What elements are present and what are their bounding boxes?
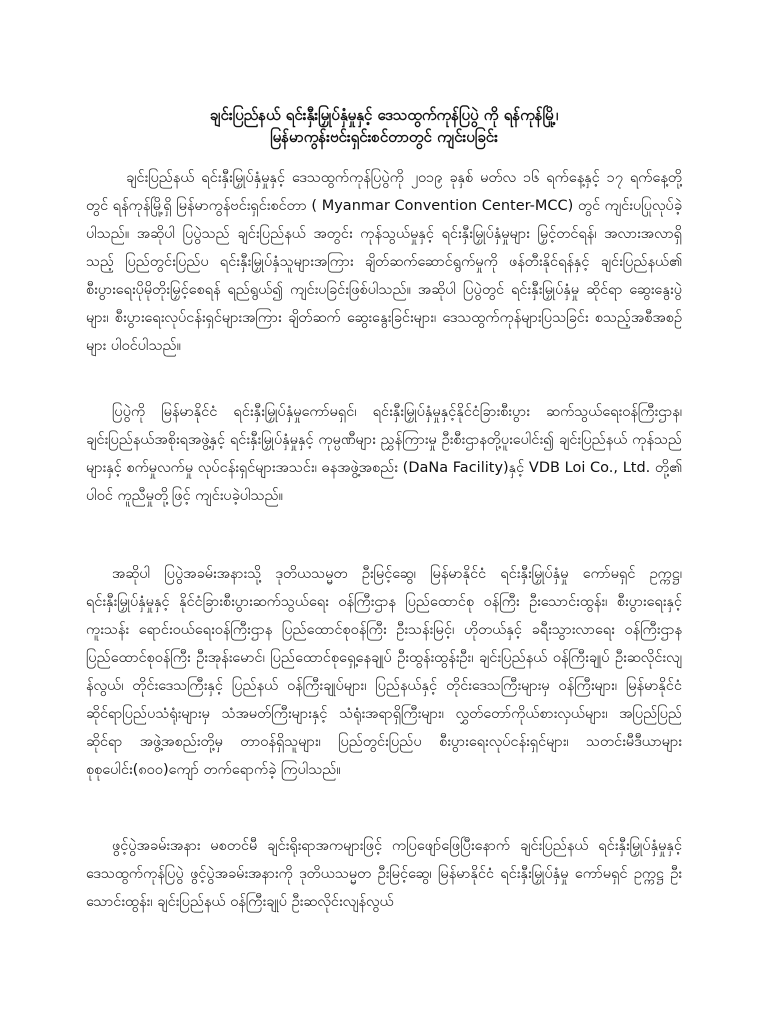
paragraph-2: ပြပွဲကို မြန်မာနိုင်ငံ ရင်းနှီးမြှုပ်နှံမှုကော်မရှင်၊ ရင်းနှီးမြှုပ်နှံမှုနှင့်နိုင်ငံခြားစီးပွား ဆက်သွယ်ရေးဝန်ကြီးဌာန၊ ချင်းပြည်နယ်အစိုးရအဖွဲ့နှင့် ရင်းနှီးမြှုပ်နှံမှုနှင့် ကုမ္ပဏီများ ညွှန်ကြားမှု ဦးစီးဌာနတို့ပူးပေါင်း၍ ချင်းပြည်နယ် ကုန်သည်များနှင့် စက်မှုလက်မှု လုပ်ငန်းရှင်များအသင်း၊ ဓနအဖွဲ့အစည်း (DaNa Facility)နှင့် VDB Loi Co., Ltd. တို့၏ ပါဝင် ကူညီမှုတို့ဖြင့် ကျင်းပခဲ့ပါသည်။ [86, 404, 682, 504]
paragraph-1: ချင်းပြည်နယ် ရင်းနှီးမြှုပ်နှံမှုနှင့် ဒေသထွက်ကုန်ပြပွဲကို ၂၀၁၉ ခုနှစ် မတ်လ ၁၆ ရက်နေ့နှင့် ၁၇ ရက်နေ့တို့တွင် ရန်ကုန်မြို့ရှိ မြန်မာကွန်ဗင်းရှင်းစင်တာ ( Myanmar Convention Center-MCC) တွင် ကျင်းပပြုလုပ်ခဲ့ပါသည်။ အဆိုပါ ပြပွဲသည် ချင်းပြည်နယ် အတွင်း ကုန်သွယ်မှုနှင့် ရင်းနှီးမြှုပ်နှံမှုများ မြှင့်တင်ရန်၊ အလားအလာရှိသည့် ပြည်တွင်းပြည်ပ ရင်းနှီးမြှုပ်နှံသူများအကြား ချိတ်ဆက်ဆောင်ရွက်မှုကို ဖန်တီးနိုင်ရန်နှင့် ချင်းပြည်နယ်၏ စီးပွားရေးပိုမိုတိုးမြှင့်စေရန် ရည်ရွယ်၍ ကျင်းပခြင်းဖြစ်ပါသည်။ အဆိုပါ ပြပွဲတွင် ရင်းနှီးမြှုပ်နှံမှု ဆိုင်ရာ ဆွေးနွေးပွဲများ၊ စီးပွားရေးလုပ်ငန်းရှင်များအကြား ချိတ်ဆက် ဆွေးနွေးခြင်းများ၊ ဒေသထွက်ကုန်များပြသခြင်း စသည့်အစီအစဉ်များ ပါဝင်ပါသည်။ [86, 170, 682, 354]
title-line-1: ချင်းပြည်နယ် ရင်းနှီးမြှုပ်နှံမှုနှင့် ဒေသထွက်ကုန်ပြပွဲ ကို ရန်ကုန်မြို့၊ [209, 106, 559, 124]
document-title [80, 104, 688, 148]
paragraph-3: အဆိုပါ ပြပွဲအခမ်းအနားသို့ ဒုတိယသမ္မတ ဦးမြင့်ဆွေ၊ မြန်မာနိုင်ငံ ရင်းနှီးမြှုပ်နှံမှု ကော်မရှင် ဥက္ကဋ္ဌ၊ ရင်းနှီးမြှုပ်နှံမှုနှင့် နိုင်ငံခြားစီးပွားဆက်သွယ်ရေး ဝန်ကြီးဌာန ပြည်ထောင်စု ဝန်ကြီး ဦးသောင်းထွန်း၊ စီးပွားရေးနှင့် ကူးသန်း ရောင်းဝယ်ရေးဝန်ကြီးဌာန ပြည်ထောင်စုဝန်ကြီး ဦးသန်းမြင့်၊ ဟိုတယ်နှင့် ခရီးသွားလာရေး ဝန်ကြီးဌာန ပြည်ထောင်စုဝန်ကြီး ဦးအုန်းမောင်၊ ပြည်ထောင်စုရှေ့နေချုပ် ဦးထွန်းထွန်းဦး၊ ချင်းပြည်နယ် ဝန်ကြီးချုပ် ဦးဆလိုင်းလျန်လွယ်၊ တိုင်းဒေသကြီးနှင့် ပြည်နယ် ဝန်ကြီးချုပ်များ၊ ပြည်နယ်နှင့် တိုင်းဒေသကြီးများမှ ဝန်ကြီးများ၊ မြန်မာနိုင်ငံ ဆိုင်ရာပြည်ပသံရုံးများမှ သံအမတ်ကြီးများနှင့် သံရုံးအရာရှိကြီးများ၊ လွှတ်တော်ကိုယ်စားလှယ်များ၊ အပြည်ပြည်ဆိုင်ရာ အဖွဲ့အစည်းတို့မှ တာဝန်ရှိသူများ၊ ပြည်တွင်းပြည်ပ စီးပွားရေးလုပ်ငန်းရှင်များ၊ သတင်းမီဒီယာများ စုစုပေါင်း(၈၀၀)ကျော် တက်ရောက်ခဲ့ ကြပါသည်။ [86, 566, 682, 778]
title-line-2: မြန်မာကွန်းဗင်းရှင်းစင်တာတွင် ကျင်းပခြင်း [270, 128, 498, 146]
paragraph-4: ဖွင့်ပွဲအခမ်းအနား မစတင်မီ ချင်းရိုးရာအကများဖြင့် ကပြဖျော်ဖြေပြီးနောက် ချင်းပြည်နယ် ရင်းနှီးမြှုပ်နှံမှုနှင့် ဒေသထွက်ကုန်ပြပွဲ ဖွင့်ပွဲအခမ်းအနားကို ဒုတိယသမ္မတ ဦးမြင့်ဆွေ၊ မြန်မာနိုင်ငံ ရင်းနှီးမြှုပ်နှံမှု ကော်မရှင် ဥက္ကဋ္ဌ ဦးသောင်းထွန်း၊ ချင်းပြည်နယ် ဝန်ကြီးချုပ် ဦးဆလိုင်းလျန်လွယ် [86, 838, 682, 910]
